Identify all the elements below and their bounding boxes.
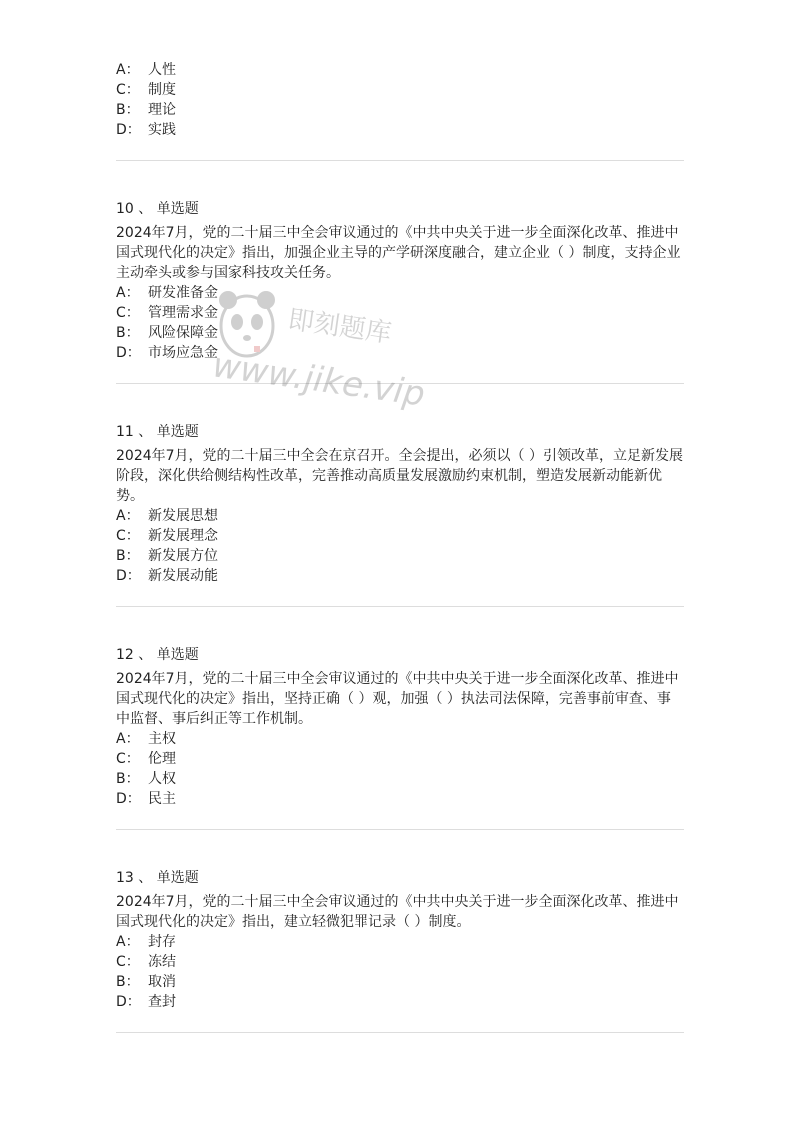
option-c[interactable] (116, 80, 684, 100)
option-text: 新发展方位 (148, 548, 218, 564)
option-letter: A： (116, 285, 140, 301)
option-text: 主权 (148, 731, 176, 747)
question-number: 10 、 (116, 201, 153, 217)
option-text: 人性 (148, 62, 176, 78)
option-letter: C： (116, 954, 140, 970)
option-letter: B： (116, 771, 140, 787)
option-letter: D： (116, 568, 141, 584)
option-text: 取消 (148, 974, 176, 990)
question-type: 单选题 (156, 201, 199, 217)
question-text: 2024年7月，党的二十届三中全会审议通过的《中共中央关于进一步全面深化改革、推进中国式现代化的决定》指出，坚持正确（ ）观，加强（ ）执法司法保障，完善事前审查、事中监督、事后纠正等工作机制。 (116, 671, 679, 727)
option-c[interactable] (116, 303, 684, 323)
option-letter: C： (116, 305, 140, 321)
option-c[interactable] (116, 952, 684, 972)
option-letter: C： (116, 528, 140, 544)
option-d[interactable] (116, 343, 684, 363)
option-letter: D： (116, 345, 141, 361)
option-letter: B： (116, 974, 140, 990)
question-10 (116, 199, 684, 363)
option-a[interactable] (116, 506, 684, 526)
question-text: 2024年7月，党的二十届三中全会审议通过的《中共中央关于进一步全面深化改革、推进中国式现代化的决定》指出，加强企业主导的产学研深度融合，建立企业（ ）制度，支持企业主动牵头或参与国家科技攻关任务。 (116, 225, 681, 281)
option-letter: A： (116, 62, 140, 78)
question-text: 2024年7月，党的二十届三中全会在京召开。全会提出，必须以（ ）引领改革，立足新发展阶段，深化供给侧结构性改革，完善推动高质量发展激励约束机制，塑造发展新动能新优势。 (116, 448, 683, 504)
question-12 (116, 645, 684, 809)
divider (116, 606, 684, 607)
option-text: 实践 (148, 122, 176, 138)
option-letter: A： (116, 731, 140, 747)
divider (116, 829, 684, 830)
watermark-brand: 即刻题库 (286, 304, 394, 350)
question-type: 单选题 (156, 424, 199, 440)
divider (116, 383, 684, 384)
option-a[interactable] (116, 283, 684, 303)
option-b[interactable] (116, 546, 684, 566)
question-11 (116, 422, 684, 586)
prev-question-options (116, 60, 684, 140)
option-d[interactable] (116, 566, 684, 586)
question-type: 单选题 (156, 870, 199, 886)
option-text: 封存 (148, 934, 176, 950)
option-text: 民主 (148, 791, 176, 807)
question-header (116, 422, 684, 442)
option-c[interactable] (116, 526, 684, 546)
divider (116, 160, 684, 161)
question-number: 11 、 (116, 424, 153, 440)
option-letter: B： (116, 548, 140, 564)
question-13 (116, 868, 684, 1012)
option-letter: C： (116, 82, 140, 98)
option-letter: B： (116, 102, 140, 118)
option-d[interactable] (116, 789, 684, 809)
question-header (116, 868, 684, 888)
question-header (116, 199, 684, 219)
divider (116, 1032, 684, 1033)
option-text: 市场应急金 (148, 345, 218, 361)
option-text: 理论 (148, 102, 176, 118)
option-letter: D： (116, 791, 141, 807)
option-b[interactable] (116, 100, 684, 120)
option-b[interactable] (116, 323, 684, 343)
option-d[interactable] (116, 992, 684, 1012)
option-a[interactable] (116, 932, 684, 952)
option-letter: D： (116, 994, 141, 1010)
option-text: 研发准备金 (148, 285, 218, 301)
option-d[interactable] (116, 120, 684, 140)
option-b[interactable] (116, 769, 684, 789)
option-letter: D： (116, 122, 141, 138)
option-letter: A： (116, 508, 140, 524)
option-text: 伦理 (148, 751, 176, 767)
option-text: 冻结 (148, 954, 176, 970)
option-letter: C： (116, 751, 140, 767)
question-number: 12 、 (116, 647, 153, 663)
option-letter: B： (116, 325, 140, 341)
question-type: 单选题 (156, 647, 199, 663)
option-letter: A： (116, 934, 140, 950)
option-b[interactable] (116, 972, 684, 992)
question-number: 13 、 (116, 870, 153, 886)
question-page (116, 60, 684, 1071)
option-text: 新发展思想 (148, 508, 218, 524)
option-text: 管理需求金 (148, 305, 218, 321)
option-text: 风险保障金 (148, 325, 218, 341)
option-a[interactable] (116, 729, 684, 749)
question-header (116, 645, 684, 665)
option-c[interactable] (116, 749, 684, 769)
option-text: 查封 (148, 994, 176, 1010)
option-text: 新发展动能 (148, 568, 218, 584)
option-text: 新发展理念 (148, 528, 218, 544)
option-text: 人权 (148, 771, 176, 787)
option-text: 制度 (148, 82, 176, 98)
option-a[interactable] (116, 60, 684, 80)
question-text: 2024年7月，党的二十届三中全会审议通过的《中共中央关于进一步全面深化改革、推进中国式现代化的决定》指出，建立轻微犯罪记录（ ）制度。 (116, 894, 679, 930)
watermark-url: www.jike.vip (210, 345, 428, 415)
